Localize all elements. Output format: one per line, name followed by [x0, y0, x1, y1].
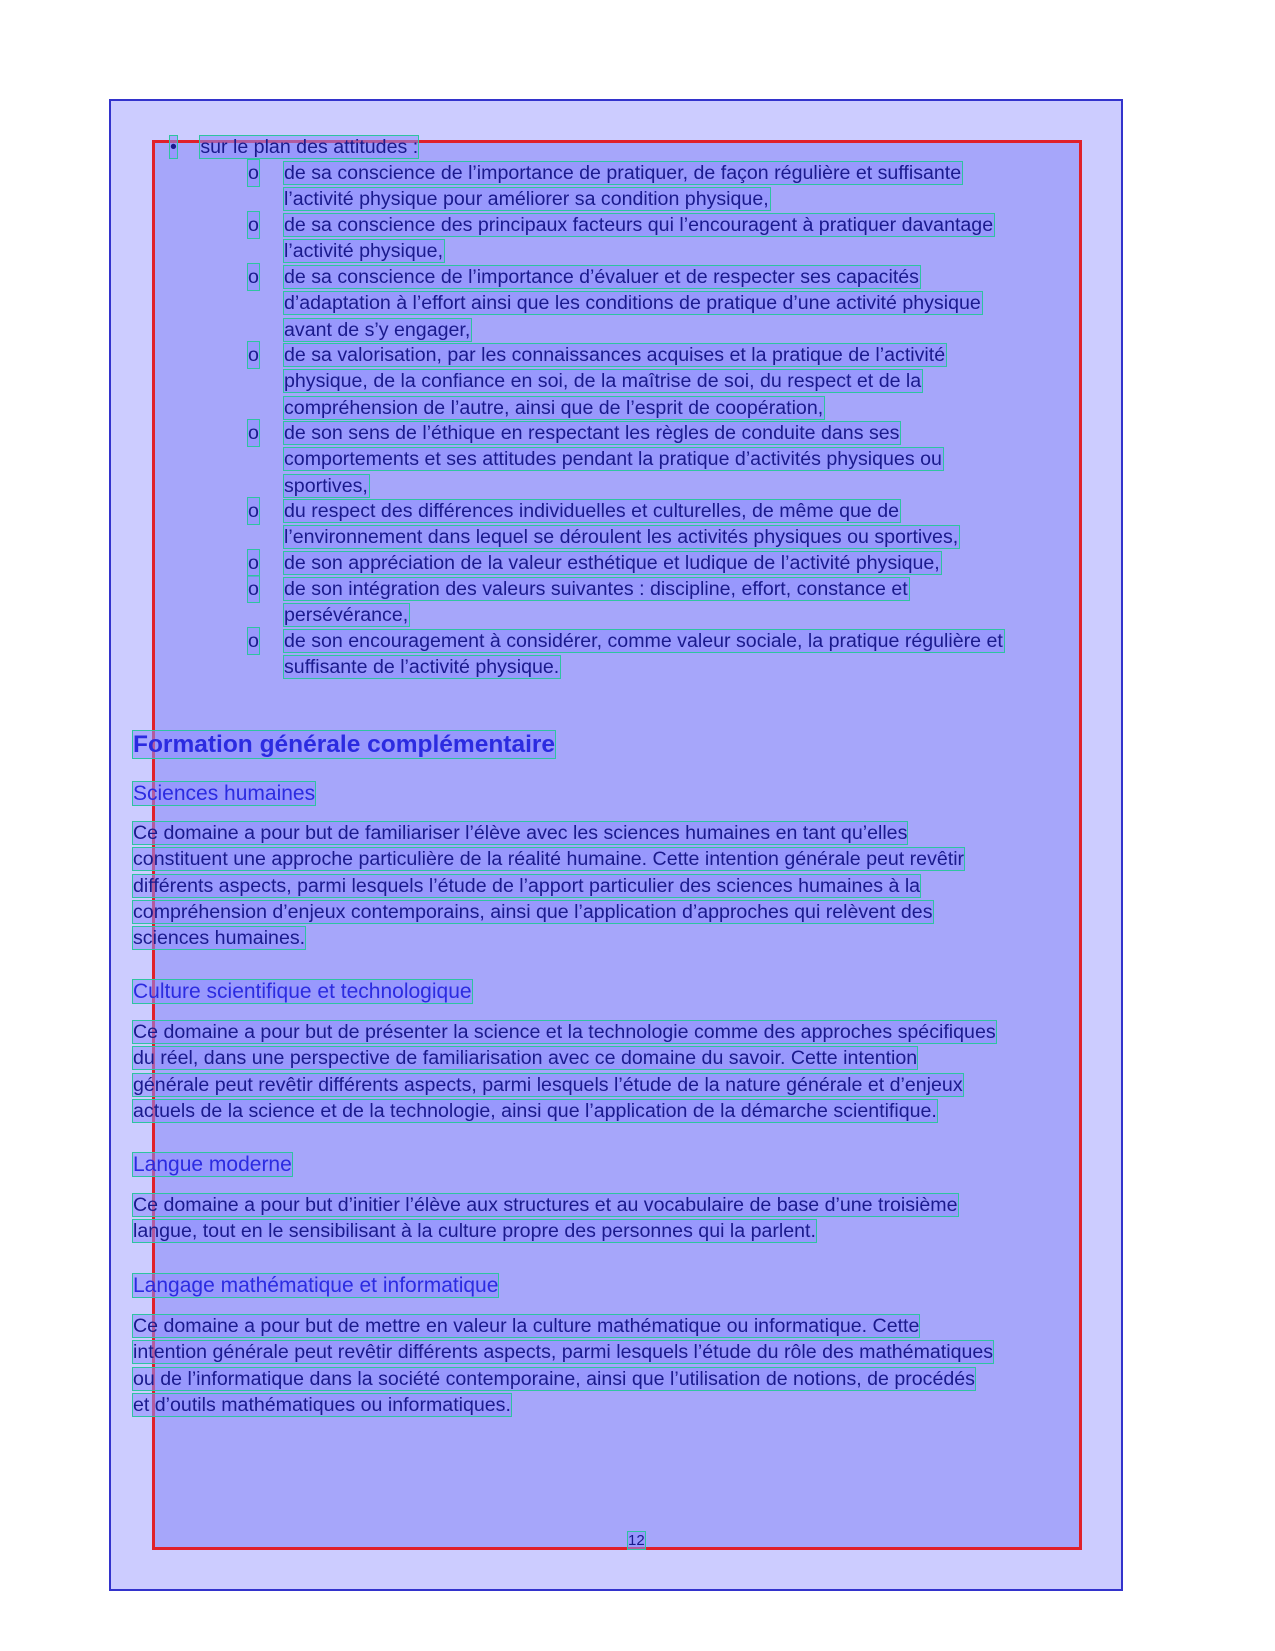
- list-item-text: [284, 264, 982, 343]
- list-item-text: [284, 576, 909, 629]
- list-item: [248, 550, 1128, 576]
- list-item: [248, 342, 1128, 420]
- list-item: [248, 212, 1128, 264]
- paragraph: [133, 1019, 996, 1124]
- text-line: de sa conscience de l’importance d’évaluer et de respecter ses capacités: [284, 266, 919, 288]
- text-line: compréhension de l’autre, ainsi que de l’esprit de coopération,: [284, 396, 824, 419]
- subsection-title: [133, 1152, 292, 1178]
- subsection-title-text: Sciences humaines: [133, 782, 316, 805]
- list-marker: o: [248, 576, 259, 602]
- list-marker: o: [248, 498, 259, 524]
- text-line: sciences humaines.: [133, 927, 306, 950]
- text-line: de sa conscience de l’importance de pratiquer, de façon régulière et suffisante: [284, 162, 962, 184]
- text-line: de sa valorisation, par les connaissances acquises et la pratique de l’activité: [284, 344, 946, 366]
- text-line: suffisante de l’activité physique.: [284, 656, 560, 679]
- text-line: persévérance,: [284, 604, 409, 627]
- list-item: [248, 628, 1128, 680]
- page-number-text: 12: [628, 1532, 645, 1549]
- subsection-title-text: Langue moderne: [133, 1153, 292, 1176]
- list-item: [248, 498, 1128, 550]
- text-line: de sa conscience des principaux facteurs qui l’encouragent à pratiquer davantage: [284, 214, 994, 236]
- list-marker: o: [248, 342, 259, 368]
- text-line: générale peut revêtir différents aspects, parmi lesquels l’étude de la nature générale et d’enjeux: [133, 1073, 963, 1096]
- list-item-text: [284, 342, 946, 421]
- subsection-title: [133, 781, 315, 807]
- attitudes-list: [248, 160, 1128, 680]
- list-item: [248, 264, 1128, 342]
- text-line: de son appréciation de la valeur esthétique et ludique de l’activité physique,: [284, 552, 940, 574]
- list-marker: o: [248, 212, 259, 238]
- text-line: de son intégration des valeurs suivantes : discipline, effort, constance et: [284, 578, 908, 600]
- list-item: [248, 576, 1128, 628]
- section-title-text: Formation générale complémentaire: [133, 731, 556, 758]
- text-line: actuels de la science et de la technologie, ainsi que l’application de la démarche scientifique.: [133, 1099, 937, 1122]
- list-marker: o: [248, 628, 259, 654]
- list-item-text: [284, 420, 943, 499]
- text-line: intention générale peut revêtir différents aspects, parmi lesquels l’étude du rôle des mathématiques: [133, 1341, 994, 1364]
- text-line: du réel, dans une perspective de familiarisation avec ce domaine du savoir. Cette intention: [133, 1047, 918, 1070]
- text-line: et d’outils mathématiques ou informatiques.: [133, 1393, 511, 1416]
- text-line: Ce domaine a pour but de familiariser l’élève avec les sciences humaines en tant qu’elles: [133, 822, 908, 844]
- text-line: Ce domaine a pour but d’initier l’élève aux structures et au vocabulaire de base d’une troisième: [133, 1194, 958, 1216]
- text-line: langue, tout en le sensibilisant à la culture propre des personnes qui la parlent.: [133, 1220, 816, 1243]
- attitudes-bullet: [170, 134, 418, 160]
- text-line: du respect des différences individuelles et culturelles, de même que de: [284, 500, 900, 522]
- text-line: de son sens de l’éthique en respectant les règles de conduite dans ses: [284, 422, 900, 444]
- text-line: Ce domaine a pour but de mettre en valeur la culture mathématique ou informatique. Cette: [133, 1315, 920, 1337]
- list-item: [248, 420, 1128, 498]
- subsection-title: [133, 1273, 498, 1299]
- list-item-text: [284, 160, 962, 213]
- subsection-title-text: Culture scientifique et technologique: [133, 980, 472, 1003]
- text-line: constituent une approche particulière de la réalité humaine. Cette intention générale peut revêtir: [133, 848, 965, 871]
- text-line: l’activité physique,: [284, 240, 444, 263]
- text-line: l’activité physique pour améliorer sa condition physique,: [284, 188, 769, 211]
- text-line: compréhension d’enjeux contemporains, ainsi que l’application d’approches qui relèvent des: [133, 900, 933, 923]
- list-item-text: [284, 550, 941, 576]
- list-marker: o: [248, 420, 259, 446]
- list-marker: o: [248, 160, 259, 186]
- list-item-text: [284, 628, 1004, 681]
- list-item: [248, 160, 1128, 212]
- paragraph: [133, 1313, 993, 1418]
- text-line: de son encouragement à considérer, comme valeur sociale, la pratique régulière et: [284, 630, 1003, 652]
- list-marker: o: [248, 550, 259, 576]
- subsection-title: [133, 979, 472, 1005]
- section-title: [133, 730, 555, 760]
- text-line: l’environnement dans lequel se déroulent les activités physiques ou sportives,: [284, 526, 959, 549]
- list-item-text: [284, 212, 994, 265]
- attitudes-heading: sur le plan des attitudes :: [200, 136, 419, 158]
- subsection-title-text: Langage mathématique et informatique: [133, 1274, 499, 1297]
- paragraph: [133, 1192, 958, 1245]
- paragraph: [133, 820, 964, 951]
- text-line: ou de l’informatique dans la société contemporaine, ainsi que l’utilisation de notions, de procédés: [133, 1367, 975, 1390]
- text-line: différents aspects, parmi lesquels l’étude de l’apport particulier des sciences humaines à la: [133, 874, 921, 897]
- bullet-marker: •: [170, 136, 177, 158]
- text-line: comportements et ses attitudes pendant la pratique d’activités physiques ou: [284, 448, 942, 471]
- text-line: physique, de la confiance en soi, de la maîtrise de soi, du respect et de la: [284, 370, 922, 393]
- text-line: avant de s’y engager,: [284, 318, 471, 341]
- list-item-text: [284, 498, 959, 551]
- text-line: d’adaptation à l’effort ainsi que les conditions de pratique d’une activité physique: [284, 292, 981, 315]
- list-marker: o: [248, 264, 259, 290]
- text-line: sportives,: [284, 474, 368, 497]
- text-line: Ce domaine a pour but de présenter la science et la technologie comme des approches spécifiques: [133, 1021, 996, 1043]
- page-number: [628, 1532, 645, 1549]
